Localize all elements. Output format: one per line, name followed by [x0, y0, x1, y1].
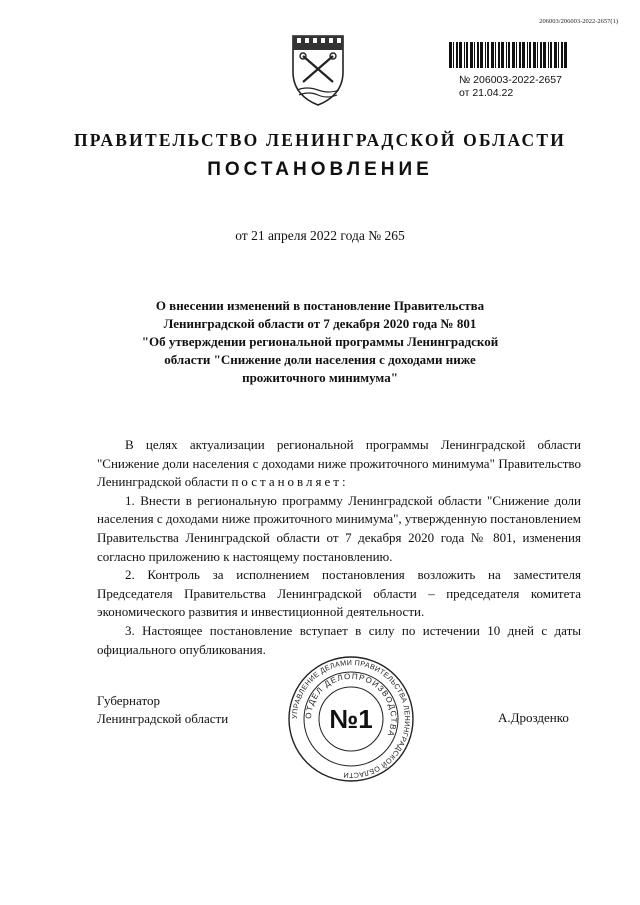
barcode-bar — [519, 42, 521, 68]
barcode-bar — [456, 42, 458, 68]
signatory-name: А.Дрозденко — [498, 710, 569, 725]
signatory-role: Губернатор Ленинградской области — [97, 693, 229, 726]
barcode-bar — [474, 42, 475, 68]
subject-line: прожиточного минимума" — [242, 370, 398, 385]
barcode-bar — [470, 42, 473, 68]
document-code: 206003/206003-2022-2657(1) — [539, 18, 618, 25]
subject-line: О внесении изменений в постановление Правительства — [155, 298, 485, 313]
barcode-bar — [512, 42, 515, 68]
barcode-bar — [554, 42, 557, 68]
subject-line: области "Снижение доли населения с доходами ниже — [164, 352, 476, 367]
stamp-inner-text: ОТДЕЛ ДЕЛОПРОИЗВОДСТВА — [303, 671, 399, 739]
barcode-bar — [516, 42, 517, 68]
intro-paragraph: В целях актуализации региональной программы Ленинградской области "Снижение доли населения с доходами ниже прожиточного минимума" Правительство Ленинградской области постановляет: — [97, 437, 581, 490]
barcode-bar — [564, 42, 567, 68]
barcode-bar — [480, 42, 483, 68]
barcode-bar — [449, 42, 452, 68]
document-type: ПОСТАНОВЛЕНИЕ — [207, 159, 433, 180]
barcode-bar — [491, 42, 494, 68]
barcode-bar — [543, 42, 546, 68]
barcode-bar — [464, 42, 465, 68]
barcode-bar — [498, 42, 500, 68]
subject-line: "Об утверждении региональной программы Ленинградской — [141, 334, 499, 349]
coat-of-arms-icon — [289, 32, 347, 108]
barcode-bar — [550, 42, 552, 68]
barcode-bar — [527, 42, 528, 68]
barcode-bar — [522, 42, 525, 68]
barcode-bar — [508, 42, 510, 68]
registration-date: от 21.04.22 — [459, 87, 514, 99]
barcode-bar — [485, 42, 486, 68]
document-body — [97, 436, 581, 659]
stamp-number: №1 — [329, 704, 373, 734]
stamp-outer-text: УПРАВЛЕНИЕ ДЕЛАМИ ПРАВИТЕЛЬСТВА ЛЕНИНГРАДСКОЙ ОБЛАСТИ — [289, 657, 413, 781]
barcode-bar — [558, 42, 559, 68]
item-2: 2. Контроль за исполнением постановления возложить на заместителя Председателя Правительства Ленинградской области – председателя комитета экономического развития и инвестиционной деятельности. — [97, 567, 581, 620]
barcode-bar — [453, 42, 454, 68]
barcode-bar — [477, 42, 479, 68]
barcode-bar — [495, 42, 496, 68]
barcode-bar — [561, 42, 563, 68]
subject-line: Ленинградской области от 7 декабря 2020 года № 801 — [163, 316, 477, 331]
barcode-bar — [466, 42, 468, 68]
barcode-bar — [501, 42, 504, 68]
item-1: 1. Внести в региональную программу Ленинградской области "Снижение доли населения с доходами ниже прожиточного минимума", утвержденную постановлением Правительства Ленинградской области от 7 декабря 2020 года № 801, изменения согласно приложению к настоящему постановлению. — [97, 492, 581, 564]
document-date-number: от 21 апреля 2022 года № 265 — [235, 228, 405, 243]
barcode-bar — [533, 42, 536, 68]
registration-number: № 206003-2022-2657 — [459, 74, 562, 86]
barcode-bar — [537, 42, 538, 68]
barcode-bar — [540, 42, 542, 68]
item-3: 3. Настоящее постановление вступает в силу по истечении 10 дней с даты официального опубликования. — [97, 622, 581, 657]
barcode-bar — [506, 42, 507, 68]
barcode-bar — [548, 42, 549, 68]
document-subject — [120, 297, 520, 387]
barcode-bar — [459, 42, 462, 68]
government-title: ПРАВИТЕЛЬСТВО ЛЕНИНГРАДСКОЙ ОБЛАСТИ — [73, 130, 567, 150]
barcode-icon — [448, 42, 570, 68]
decree-word: постановляет — [231, 474, 342, 490]
official-stamp-icon — [286, 652, 416, 786]
barcode-bar — [487, 42, 489, 68]
barcode-bar — [529, 42, 531, 68]
